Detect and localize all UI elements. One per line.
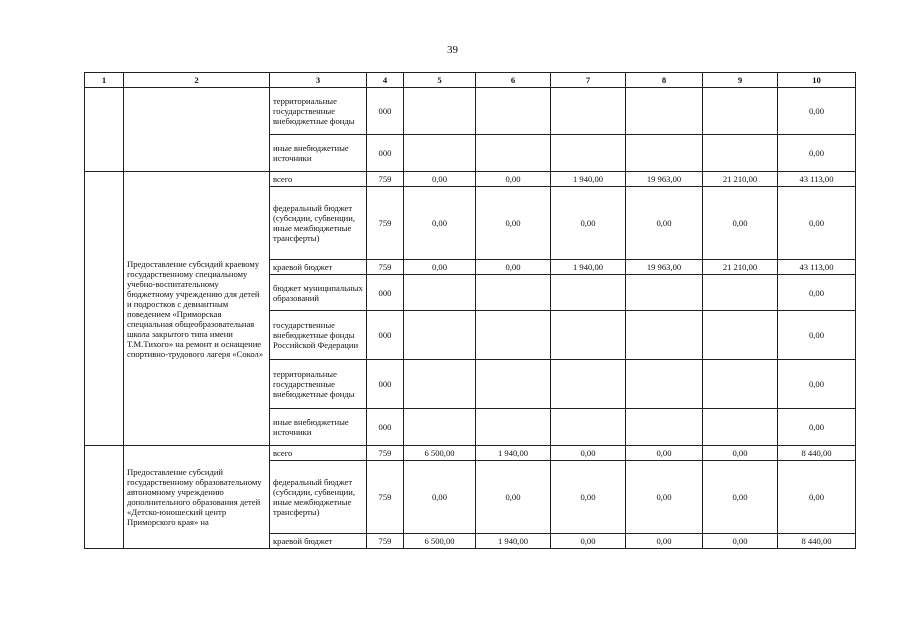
- value-cell-5: [404, 360, 476, 409]
- value-cell-10: 43 113,00: [778, 260, 856, 275]
- value-cell-6: [476, 88, 551, 135]
- code-cell: 759: [367, 446, 404, 461]
- table-row: [85, 172, 856, 187]
- value-cell-5: [404, 275, 476, 311]
- row-number-cell: [85, 446, 124, 549]
- value-cell-10: 0,00: [778, 461, 856, 534]
- funding-source: всего: [270, 172, 367, 187]
- value-cell-10: 0,00: [778, 88, 856, 135]
- value-cell-10: 0,00: [778, 275, 856, 311]
- value-cell-7: [551, 409, 626, 446]
- value-cell-7: 0,00: [551, 534, 626, 549]
- value-cell-6: [476, 135, 551, 172]
- value-cell-9: [703, 311, 778, 360]
- funding-source: государственные внебюджетные фонды Российской Федерации: [270, 311, 367, 360]
- table-row: [85, 88, 856, 135]
- value-cell-6: 1 940,00: [476, 446, 551, 461]
- code-cell: 759: [367, 534, 404, 549]
- value-cell-7: 1 940,00: [551, 260, 626, 275]
- measure-description: [124, 88, 270, 172]
- funding-source: иные внебюджетные источники: [270, 135, 367, 172]
- value-cell-5: 0,00: [404, 461, 476, 534]
- value-cell-6: [476, 275, 551, 311]
- value-cell-6: [476, 409, 551, 446]
- value-cell-10: 0,00: [778, 409, 856, 446]
- value-cell-8: [626, 135, 703, 172]
- measure-description: Предоставление субсидий государственному образовательному автономному учреждению дополнительного образования детей «Детско-юношеский центр Приморского края» на: [124, 446, 270, 549]
- header-cell-4: 4: [367, 73, 404, 88]
- funding-source: федеральный бюджет (субсидии, субвенции, иные межбюджетные трансферты): [270, 187, 367, 260]
- value-cell-9: 0,00: [703, 446, 778, 461]
- value-cell-10: 8 440,00: [778, 534, 856, 549]
- header-cell-2: 2: [124, 73, 270, 88]
- value-cell-8: 0,00: [626, 461, 703, 534]
- value-cell-5: [404, 88, 476, 135]
- value-cell-8: 0,00: [626, 446, 703, 461]
- value-cell-5: 0,00: [404, 260, 476, 275]
- value-cell-10: 8 440,00: [778, 446, 856, 461]
- funding-source: федеральный бюджет (субсидии, субвенции, иные межбюджетные трансферты): [270, 461, 367, 534]
- header-cell-8: 8: [626, 73, 703, 88]
- page-number: 39: [447, 44, 458, 56]
- value-cell-7: [551, 360, 626, 409]
- value-cell-10: 0,00: [778, 311, 856, 360]
- header-cell-5: 5: [404, 73, 476, 88]
- header-cell-3: 3: [270, 73, 367, 88]
- value-cell-9: [703, 88, 778, 135]
- value-cell-5: [404, 135, 476, 172]
- value-cell-8: [626, 409, 703, 446]
- value-cell-10: 43 113,00: [778, 172, 856, 187]
- value-cell-5: 0,00: [404, 172, 476, 187]
- header-cell-6: 6: [476, 73, 551, 88]
- value-cell-6: 1 940,00: [476, 534, 551, 549]
- value-cell-6: [476, 360, 551, 409]
- value-cell-6: 0,00: [476, 260, 551, 275]
- code-cell: 759: [367, 461, 404, 534]
- header-cell-1: 1: [85, 73, 124, 88]
- value-cell-5: 0,00: [404, 187, 476, 260]
- code-cell: 000: [367, 409, 404, 446]
- code-cell: 000: [367, 135, 404, 172]
- value-cell-9: [703, 409, 778, 446]
- table-row: [85, 446, 856, 461]
- value-cell-7: 0,00: [551, 446, 626, 461]
- value-cell-5: [404, 409, 476, 446]
- funding-source: краевой бюджет: [270, 534, 367, 549]
- header-cell-7: 7: [551, 73, 626, 88]
- row-number-cell: [85, 88, 124, 172]
- value-cell-7: [551, 311, 626, 360]
- value-cell-9: [703, 275, 778, 311]
- value-cell-8: 0,00: [626, 534, 703, 549]
- value-cell-9: 0,00: [703, 461, 778, 534]
- funding-source: территориальные государственные внебюджетные фонды: [270, 360, 367, 409]
- code-cell: 000: [367, 360, 404, 409]
- budget-table: [84, 72, 856, 549]
- value-cell-7: 1 940,00: [551, 172, 626, 187]
- value-cell-5: 6 500,00: [404, 534, 476, 549]
- value-cell-7: 0,00: [551, 187, 626, 260]
- value-cell-8: 19 963,00: [626, 172, 703, 187]
- funding-source: всего: [270, 446, 367, 461]
- value-cell-10: 0,00: [778, 187, 856, 260]
- value-cell-7: 0,00: [551, 461, 626, 534]
- value-cell-6: 0,00: [476, 461, 551, 534]
- value-cell-5: [404, 311, 476, 360]
- value-cell-9: [703, 360, 778, 409]
- value-cell-6: 0,00: [476, 172, 551, 187]
- header-cell-10: 10: [778, 73, 856, 88]
- code-cell: 000: [367, 275, 404, 311]
- code-cell: 000: [367, 311, 404, 360]
- value-cell-9: 21 210,00: [703, 172, 778, 187]
- value-cell-5: 6 500,00: [404, 446, 476, 461]
- funding-source: бюджет муниципальных образований: [270, 275, 367, 311]
- funding-source: иные внебюджетные источники: [270, 409, 367, 446]
- code-cell: 759: [367, 172, 404, 187]
- value-cell-7: [551, 275, 626, 311]
- value-cell-8: [626, 88, 703, 135]
- value-cell-8: [626, 360, 703, 409]
- value-cell-6: [476, 311, 551, 360]
- value-cell-9: 0,00: [703, 534, 778, 549]
- funding-source: территориальные государственные внебюджетные фонды: [270, 88, 367, 135]
- measure-description: Предоставление субсидий краевому государственному специальному учебно-воспитательному бюджетному учреждению для детей и подростков с девиантным поведением «Приморская специальная общеобразовательная школа закрытого типа имени Т.М.Тихого» на ремонт и оснащение спортивно-трудового лагеря «Сокол»: [124, 172, 270, 446]
- header-cell-9: 9: [703, 73, 778, 88]
- value-cell-10: 0,00: [778, 135, 856, 172]
- row-number-cell: [85, 172, 124, 446]
- value-cell-8: 19 963,00: [626, 260, 703, 275]
- value-cell-7: [551, 135, 626, 172]
- value-cell-9: 0,00: [703, 187, 778, 260]
- value-cell-7: [551, 88, 626, 135]
- code-cell: 759: [367, 260, 404, 275]
- funding-source: краевой бюджет: [270, 260, 367, 275]
- value-cell-6: 0,00: [476, 187, 551, 260]
- code-cell: 000: [367, 88, 404, 135]
- value-cell-10: 0,00: [778, 360, 856, 409]
- value-cell-9: [703, 135, 778, 172]
- header-row: [85, 73, 856, 88]
- code-cell: 759: [367, 187, 404, 260]
- value-cell-8: 0,00: [626, 187, 703, 260]
- value-cell-8: [626, 275, 703, 311]
- value-cell-9: 21 210,00: [703, 260, 778, 275]
- value-cell-8: [626, 311, 703, 360]
